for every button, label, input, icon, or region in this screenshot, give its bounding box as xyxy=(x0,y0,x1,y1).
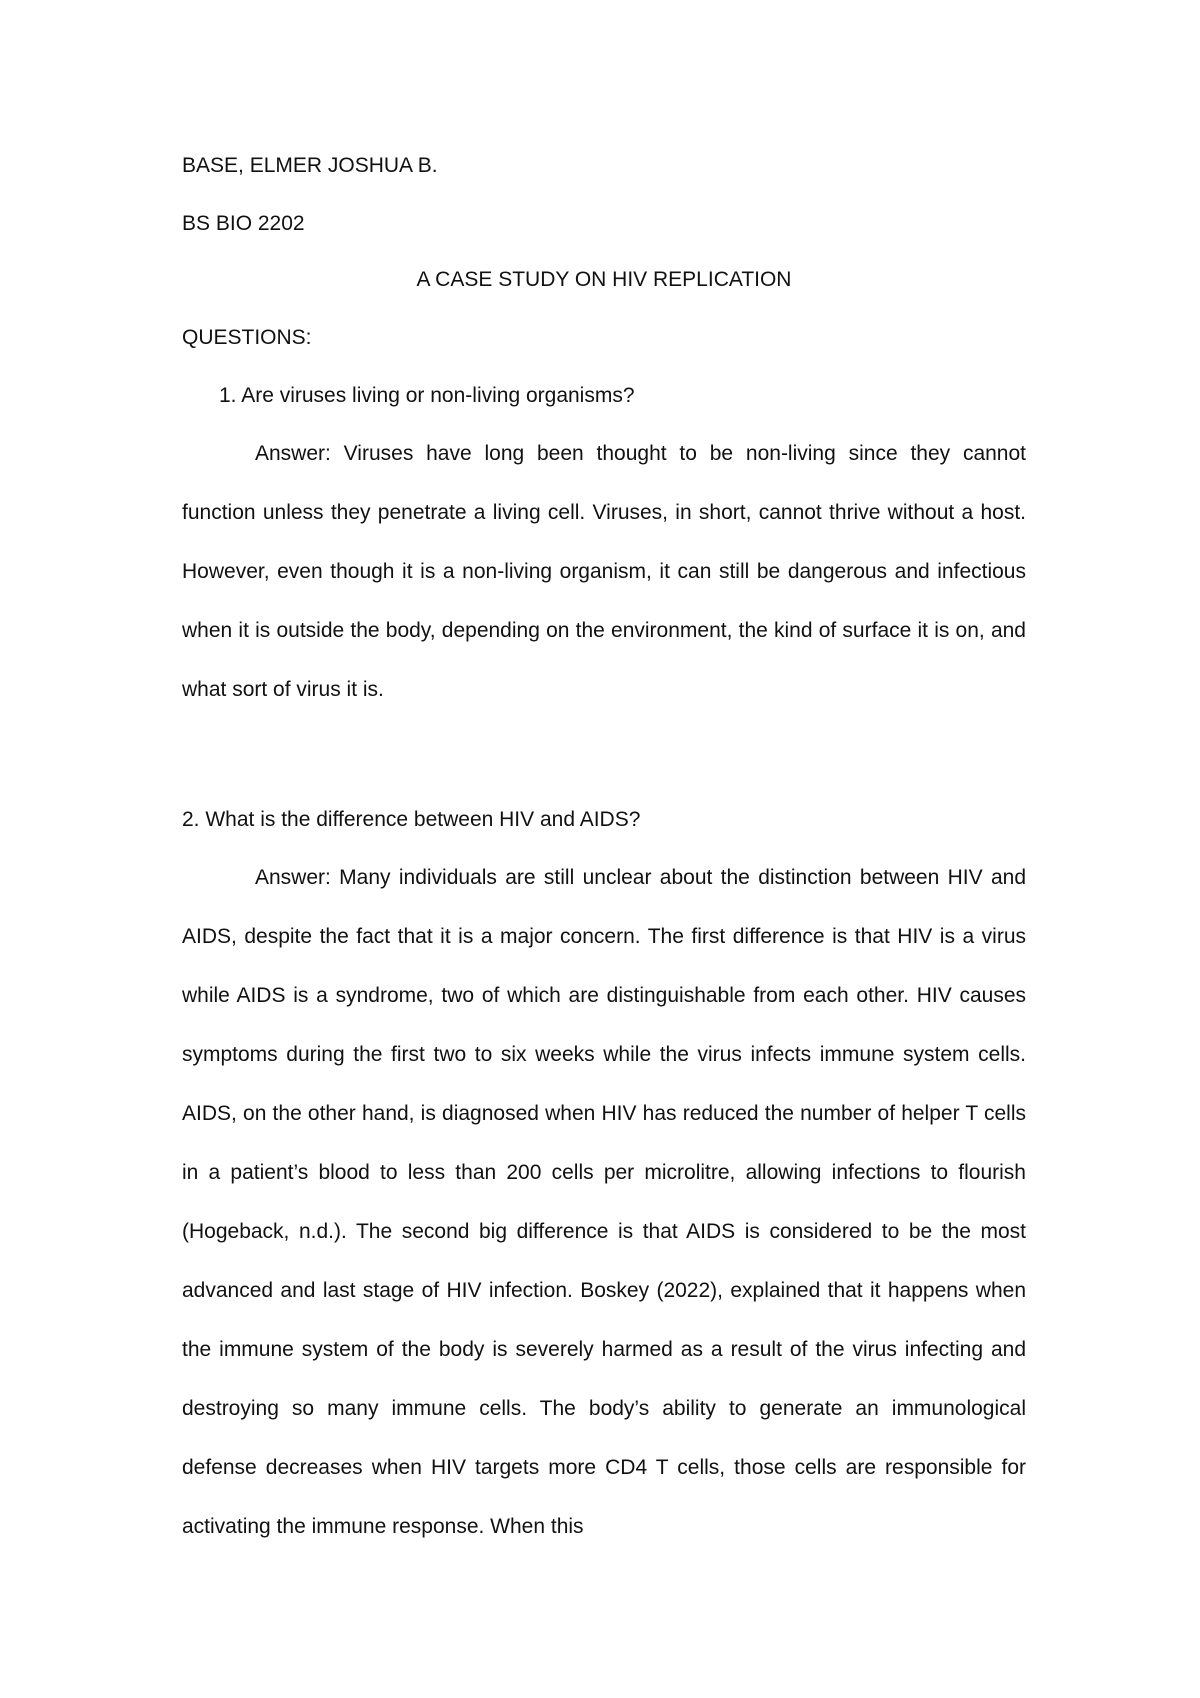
question-2: 2. What is the difference between HIV and AIDS? xyxy=(182,808,641,831)
answer-1: Answer: Viruses have long been thought to be non-living since they cannot function unless they penetrate a living cell. Viruses, in short, cannot thrive without a host. However, even though it is a non-living organism, it can still be dangerous and infectious when it is outside the body, depending on the environment, the kind of surface it is on, and what sort of virus it is. xyxy=(182,442,1026,701)
class-section: BS BIO 2202 xyxy=(182,212,305,235)
answer-2: Answer: Many individuals are still unclear about the distinction between HIV and AIDS, despite the fact that it is a major concern. The first difference is that HIV is a virus while AIDS is a syndrome, two of which are distinguishable from each other. HIV causes symptoms during the first two to six weeks while the virus infects immune system cells. AIDS, on the other hand, is diagnosed when HIV has reduced the number of helper T cells in a patient’s blood to less than 200 cells per microlitre, allowing infections to flourish (Hogeback, n.d.). The second big difference is that AIDS is considered to be the most advanced and last stage of HIV infection. Boskey (2022), explained that it happens when the immune system of the body is severely harmed as a result of the virus infecting and destroying so many immune cells. The body’s ability to generate an immunological defense decreases when HIV targets more CD4 T cells, those cells are responsible for activating the immune response. When this xyxy=(182,866,1026,1538)
document-title: A CASE STUDY ON HIV REPLICATION xyxy=(416,268,792,291)
student-name: BASE, ELMER JOSHUA B. xyxy=(182,154,438,177)
question-1: 1. Are viruses living or non-living organisms? xyxy=(219,384,635,407)
questions-heading: QUESTIONS: xyxy=(182,326,312,349)
